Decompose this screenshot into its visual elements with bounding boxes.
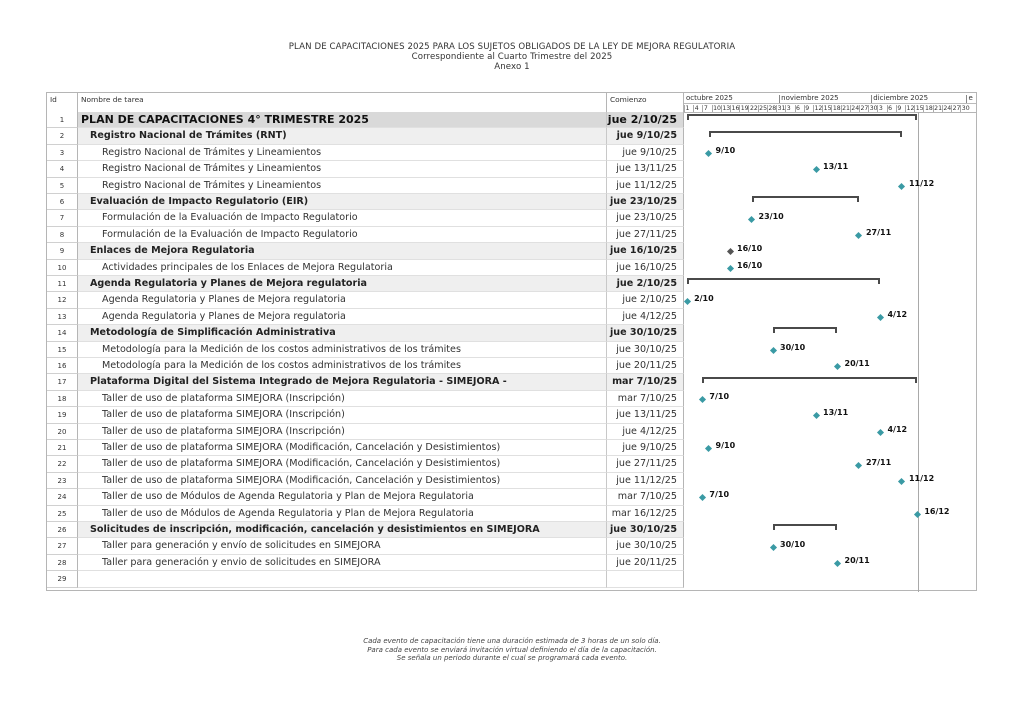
task-name[interactable]: PLAN DE CAPACITACIONES 4° TRIMESTRE 2025 bbox=[78, 112, 607, 128]
task-id: 1 bbox=[47, 112, 78, 128]
task-id: 9 bbox=[47, 243, 78, 259]
timescale-day-label: 1 bbox=[685, 105, 690, 112]
month-divider bbox=[779, 95, 780, 103]
timescale-day-label: 6 bbox=[888, 105, 893, 112]
timescale-day-label: 31 bbox=[777, 105, 786, 112]
milestone-diamond-icon[interactable] bbox=[877, 314, 884, 321]
task-id: 12 bbox=[47, 292, 78, 308]
gantt-table bbox=[46, 92, 977, 591]
timescale-day-label: 12 bbox=[814, 105, 823, 112]
task-start-date[interactable]: mar 16/12/25 bbox=[607, 506, 684, 522]
task-id: 7 bbox=[47, 210, 78, 226]
summary-bar[interactable] bbox=[773, 327, 837, 329]
task-start-date[interactable]: jue 9/10/25 bbox=[607, 128, 684, 144]
task-name[interactable]: Taller de uso de plataforma SIMEJORA (Modificación, Cancelación y Desistimientos) bbox=[78, 473, 607, 489]
timescale-day-label: 21 bbox=[934, 105, 943, 112]
task-id: 17 bbox=[47, 374, 78, 390]
task-name[interactable]: Solicitudes de inscripción, modificación, cancelación y desistimientos en SIMEJORA bbox=[78, 522, 607, 538]
milestone-diamond-icon[interactable] bbox=[748, 216, 755, 223]
summary-bar[interactable] bbox=[709, 131, 902, 133]
task-start-date[interactable]: jue 9/10/25 bbox=[607, 440, 684, 456]
summary-bar[interactable] bbox=[687, 278, 880, 280]
milestone-diamond-icon[interactable] bbox=[727, 248, 734, 255]
task-start-date[interactable]: jue 16/10/25 bbox=[607, 260, 684, 276]
milestone-date-label: 4/12 bbox=[887, 310, 908, 319]
milestone-date-label: 2/10 bbox=[694, 293, 714, 303]
timescale-day-label: 15 bbox=[915, 105, 924, 112]
task-start-date[interactable]: jue 16/10/25 bbox=[607, 243, 684, 259]
task-start-date[interactable]: jue 4/12/25 bbox=[607, 309, 684, 325]
timescale-day-label: 3 bbox=[786, 105, 791, 112]
milestone-date-label: 27/11 bbox=[865, 228, 892, 237]
timescale-day-label: 9 bbox=[897, 105, 902, 112]
milestone-date-label: 13/11 bbox=[823, 162, 849, 172]
task-name[interactable]: Actividades principales de los Enlaces de Mejora Regulatoria bbox=[78, 260, 607, 276]
milestone-diamond-icon[interactable] bbox=[877, 429, 884, 436]
milestone-date-label: 7/10 bbox=[709, 490, 730, 500]
milestone-date-label: 7/10 bbox=[709, 392, 730, 401]
task-start-date[interactable] bbox=[607, 571, 684, 587]
timescale-day-label: 9 bbox=[805, 105, 810, 112]
milestone-diamond-icon[interactable] bbox=[812, 412, 819, 419]
timescale-day-label: 16 bbox=[731, 105, 740, 112]
task-start-date[interactable]: jue 11/12/25 bbox=[607, 178, 684, 194]
task-name[interactable]: Formulación de la Evaluación de Impacto Regulatorio bbox=[78, 210, 607, 226]
month-divider bbox=[966, 95, 967, 103]
timescale-month-label: octubre 2025 bbox=[686, 94, 733, 102]
task-name[interactable]: Registro Nacional de Trámites y Lineamientos bbox=[78, 161, 607, 177]
milestone-diamond-icon[interactable] bbox=[812, 166, 819, 173]
milestone-date-label: 11/12 bbox=[908, 178, 935, 188]
document-subtitle: Correspondiente al Cuarto Trimestre del 2025 bbox=[411, 52, 613, 62]
task-start-date[interactable]: jue 30/10/25 bbox=[607, 325, 684, 341]
task-start-date[interactable]: mar 7/10/25 bbox=[607, 489, 684, 505]
milestone-diamond-icon[interactable] bbox=[834, 560, 841, 567]
task-id: 25 bbox=[47, 506, 78, 522]
task-id: 29 bbox=[47, 571, 78, 587]
timescale-day-label: 28 bbox=[768, 105, 777, 112]
timescale-day-label: 7 bbox=[703, 105, 708, 112]
milestone-date-label: 16/10 bbox=[737, 260, 763, 270]
timescale-month-label: e bbox=[968, 94, 973, 102]
task-id: 27 bbox=[47, 538, 78, 554]
footnote bbox=[0, 637, 1024, 663]
milestone-date-label: 20/11 bbox=[844, 556, 870, 565]
task-id: 19 bbox=[47, 407, 78, 423]
summary-bar[interactable] bbox=[702, 377, 917, 379]
month-divider bbox=[871, 95, 872, 103]
gantt-chart-area bbox=[684, 112, 976, 592]
task-start-date[interactable]: jue 27/11/25 bbox=[607, 227, 684, 243]
milestone-date-label: 27/11 bbox=[865, 457, 892, 467]
milestone-date-label: 30/10 bbox=[780, 342, 806, 352]
task-id: 2 bbox=[47, 128, 78, 144]
timescale-day-label: 3 bbox=[878, 105, 883, 112]
task-id: 10 bbox=[47, 260, 78, 276]
table-header bbox=[47, 93, 976, 113]
summary-bar[interactable] bbox=[773, 524, 837, 526]
summary-bar[interactable] bbox=[687, 114, 917, 116]
milestone-date-label: 20/11 bbox=[844, 359, 870, 369]
column-header-task-name[interactable]: Nombre de tarea bbox=[78, 93, 607, 112]
task-start-date[interactable]: jue 9/10/25 bbox=[607, 145, 684, 161]
timescale-day-label: 24 bbox=[943, 105, 952, 112]
task-name[interactable]: Registro Nacional de Trámites (RNT) bbox=[78, 128, 607, 144]
task-start-date[interactable]: jue 13/11/25 bbox=[607, 161, 684, 177]
milestone-diamond-icon[interactable] bbox=[834, 363, 841, 370]
timescale-day-label: 4 bbox=[694, 105, 699, 112]
task-name[interactable]: Registro Nacional de Trámites y Lineamientos bbox=[78, 145, 607, 161]
footnote-line: Para cada evento se enviará invitación virtual definiendo el día de la capacitación. bbox=[367, 645, 657, 654]
task-start-date[interactable]: jue 13/11/25 bbox=[607, 407, 684, 423]
task-name[interactable]: Taller para generación y envío de solicitudes en SIMEJORA bbox=[78, 538, 607, 554]
task-name[interactable] bbox=[78, 571, 607, 587]
timescale-day-label: 18 bbox=[832, 105, 841, 112]
task-id: 5 bbox=[47, 178, 78, 194]
task-id: 3 bbox=[47, 145, 78, 161]
task-name[interactable]: Plataforma Digital del Sistema Integrado de Mejora Regulatoria - SIMEJORA - bbox=[78, 374, 607, 390]
task-id: 15 bbox=[47, 342, 78, 358]
task-name[interactable]: Registro Nacional de Trámites y Lineamientos bbox=[78, 178, 607, 194]
timescale-day-label: 15 bbox=[823, 105, 832, 112]
task-name[interactable]: Agenda Regulatoria y Planes de Mejora regulatoria bbox=[78, 292, 607, 308]
task-start-date[interactable]: mar 7/10/25 bbox=[607, 374, 684, 390]
timescale bbox=[684, 93, 976, 112]
task-name[interactable]: Evaluación de Impacto Regulatorio (EIR) bbox=[78, 194, 607, 210]
timescale-month-label: diciembre 2025 bbox=[873, 94, 929, 102]
task-start-date[interactable]: jue 23/10/25 bbox=[607, 194, 684, 210]
task-name[interactable]: Taller de uso de Módulos de Agenda Regulatoria y Plan de Mejora Regulatoria bbox=[78, 506, 607, 522]
milestone-date-label: 13/11 bbox=[823, 408, 849, 418]
milestone-date-label: 4/12 bbox=[887, 424, 908, 434]
task-name[interactable]: Taller para generación y envio de solicitudes en SIMEJORA bbox=[78, 555, 607, 571]
task-name[interactable]: Taller de uso de Módulos de Agenda Regulatoria y Plan de Mejora Regulatoria bbox=[78, 489, 607, 505]
milestone-diamond-icon[interactable] bbox=[727, 265, 734, 272]
milestone-date-label: 9/10 bbox=[715, 441, 736, 451]
task-id: 21 bbox=[47, 440, 78, 456]
task-id: 6 bbox=[47, 194, 78, 210]
task-start-date[interactable]: mar 7/10/25 bbox=[607, 391, 684, 407]
milestone-diamond-icon[interactable] bbox=[898, 183, 905, 190]
milestone-diamond-icon[interactable] bbox=[914, 511, 921, 518]
timescale-day-label: 19 bbox=[740, 105, 749, 112]
task-start-date[interactable]: jue 2/10/25 bbox=[607, 112, 684, 128]
task-id: 22 bbox=[47, 456, 78, 472]
document-title: PLAN DE CAPACITACIONES 2025 PARA LOS SUJETOS OBLIGADOS DE LA LEY DE MEJORA REGULATORIA bbox=[288, 42, 736, 52]
task-name[interactable]: Agenda Regulatoria y Planes de Mejora regulatoria bbox=[78, 276, 607, 292]
milestone-diamond-icon[interactable] bbox=[705, 445, 712, 452]
task-start-date[interactable]: jue 4/12/25 bbox=[607, 424, 684, 440]
task-id: 11 bbox=[47, 276, 78, 292]
task-name[interactable]: Metodología de Simplificación Administrativa bbox=[78, 325, 607, 341]
task-name[interactable]: Metodología para la Medición de los costos administrativos de los trámites bbox=[78, 342, 607, 358]
timescale-day-label: 25 bbox=[759, 105, 768, 112]
milestone-date-label: 23/10 bbox=[758, 211, 784, 221]
task-id: 26 bbox=[47, 522, 78, 538]
timescale-day-label: 27 bbox=[860, 105, 869, 112]
task-name[interactable]: Enlaces de Mejora Regulatoria bbox=[78, 243, 607, 259]
task-id: 8 bbox=[47, 227, 78, 243]
timescale-day-label: 27 bbox=[952, 105, 961, 112]
milestone-diamond-icon[interactable] bbox=[855, 462, 862, 469]
timescale-day-label: 18 bbox=[924, 105, 933, 112]
timescale-day-label: 22 bbox=[749, 105, 758, 112]
milestone-diamond-icon[interactable] bbox=[855, 232, 862, 239]
column-header-id[interactable]: Id bbox=[47, 93, 78, 112]
timescale-day-label: 30 bbox=[869, 105, 878, 112]
summary-bar[interactable] bbox=[752, 196, 859, 198]
milestone-diamond-icon[interactable] bbox=[699, 396, 706, 403]
milestone-diamond-icon[interactable] bbox=[684, 298, 691, 305]
task-start-date[interactable]: jue 27/11/25 bbox=[607, 456, 684, 472]
document-header bbox=[0, 42, 1024, 72]
task-name[interactable]: Formulación de la Evaluación de Impacto Regulatorio bbox=[78, 227, 607, 243]
milestone-date-label: 16/10 bbox=[737, 244, 763, 254]
milestone-date-label: 30/10 bbox=[780, 539, 806, 549]
task-name[interactable]: Taller de uso de plataforma SIMEJORA (Modificación, Cancelación y Desistimientos) bbox=[78, 440, 607, 456]
task-id: 16 bbox=[47, 358, 78, 374]
footnote-line: Cada evento de capacitación tiene una duración estimada de 3 horas de un solo día. bbox=[363, 637, 661, 645]
milestone-diamond-icon[interactable] bbox=[769, 347, 776, 354]
task-start-date[interactable]: jue 30/10/25 bbox=[607, 538, 684, 554]
task-start-date[interactable]: jue 2/10/25 bbox=[607, 276, 684, 292]
task-start-date[interactable]: jue 23/10/25 bbox=[607, 210, 684, 226]
task-name[interactable]: Taller de uso de plataforma SIMEJORA (Modificación, Cancelación y Desistimientos) bbox=[78, 456, 607, 472]
milestone-date-label: 9/10 bbox=[715, 146, 736, 155]
task-name[interactable]: Taller de uso de plataforma SIMEJORA (Inscripción) bbox=[78, 424, 607, 440]
task-id: 14 bbox=[47, 325, 78, 341]
column-header-start[interactable]: Comienzo bbox=[607, 93, 684, 112]
annex-label: Anexo 1 bbox=[494, 62, 530, 72]
task-name[interactable]: Taller de uso de plataforma SIMEJORA (Inscripción) bbox=[78, 391, 607, 407]
task-start-date[interactable]: jue 30/10/25 bbox=[607, 342, 684, 358]
timescale-day-label: 21 bbox=[842, 105, 850, 112]
task-id: 13 bbox=[47, 309, 78, 325]
timescale-day-label: 6 bbox=[796, 105, 800, 112]
task-start-date[interactable]: jue 11/12/25 bbox=[607, 473, 684, 489]
task-id: 4 bbox=[47, 161, 78, 177]
timescale-day-label: 10 bbox=[713, 105, 721, 112]
task-name[interactable]: Agenda Regulatoria y Planes de Mejora regulatoria bbox=[78, 309, 607, 325]
task-start-date[interactable]: jue 2/10/25 bbox=[607, 292, 684, 308]
timescale-month-label: noviembre 2025 bbox=[781, 94, 839, 102]
timescale-day-label: 30 bbox=[961, 105, 970, 112]
task-id: 18 bbox=[47, 391, 78, 407]
milestone-diamond-icon[interactable] bbox=[699, 494, 706, 501]
task-id: 20 bbox=[47, 424, 78, 440]
milestone-date-label: 11/12 bbox=[908, 474, 935, 483]
task-start-date[interactable]: jue 20/11/25 bbox=[607, 358, 684, 374]
task-name[interactable]: Metodología para la Medición de los costos administrativos de los trámites bbox=[78, 358, 607, 374]
task-id: 23 bbox=[47, 473, 78, 489]
timescale-day-label: 13 bbox=[722, 105, 731, 112]
timescale-day-label: 24 bbox=[851, 105, 860, 112]
timescale-day-label: 12 bbox=[906, 105, 915, 112]
milestone-date-label: 16/12 bbox=[924, 506, 950, 516]
task-start-date[interactable]: jue 30/10/25 bbox=[607, 522, 684, 538]
milestone-diamond-icon[interactable] bbox=[769, 544, 776, 551]
task-start-date[interactable]: jue 20/11/25 bbox=[607, 555, 684, 571]
task-id: 24 bbox=[47, 489, 78, 505]
task-name[interactable]: Taller de uso de plataforma SIMEJORA (Inscripción) bbox=[78, 407, 607, 423]
footnote-line: Se señala un periodo durante el cual se programará cada evento. bbox=[396, 654, 628, 662]
milestone-diamond-icon[interactable] bbox=[705, 150, 712, 157]
milestone-diamond-icon[interactable] bbox=[898, 478, 905, 485]
task-id: 28 bbox=[47, 555, 78, 571]
